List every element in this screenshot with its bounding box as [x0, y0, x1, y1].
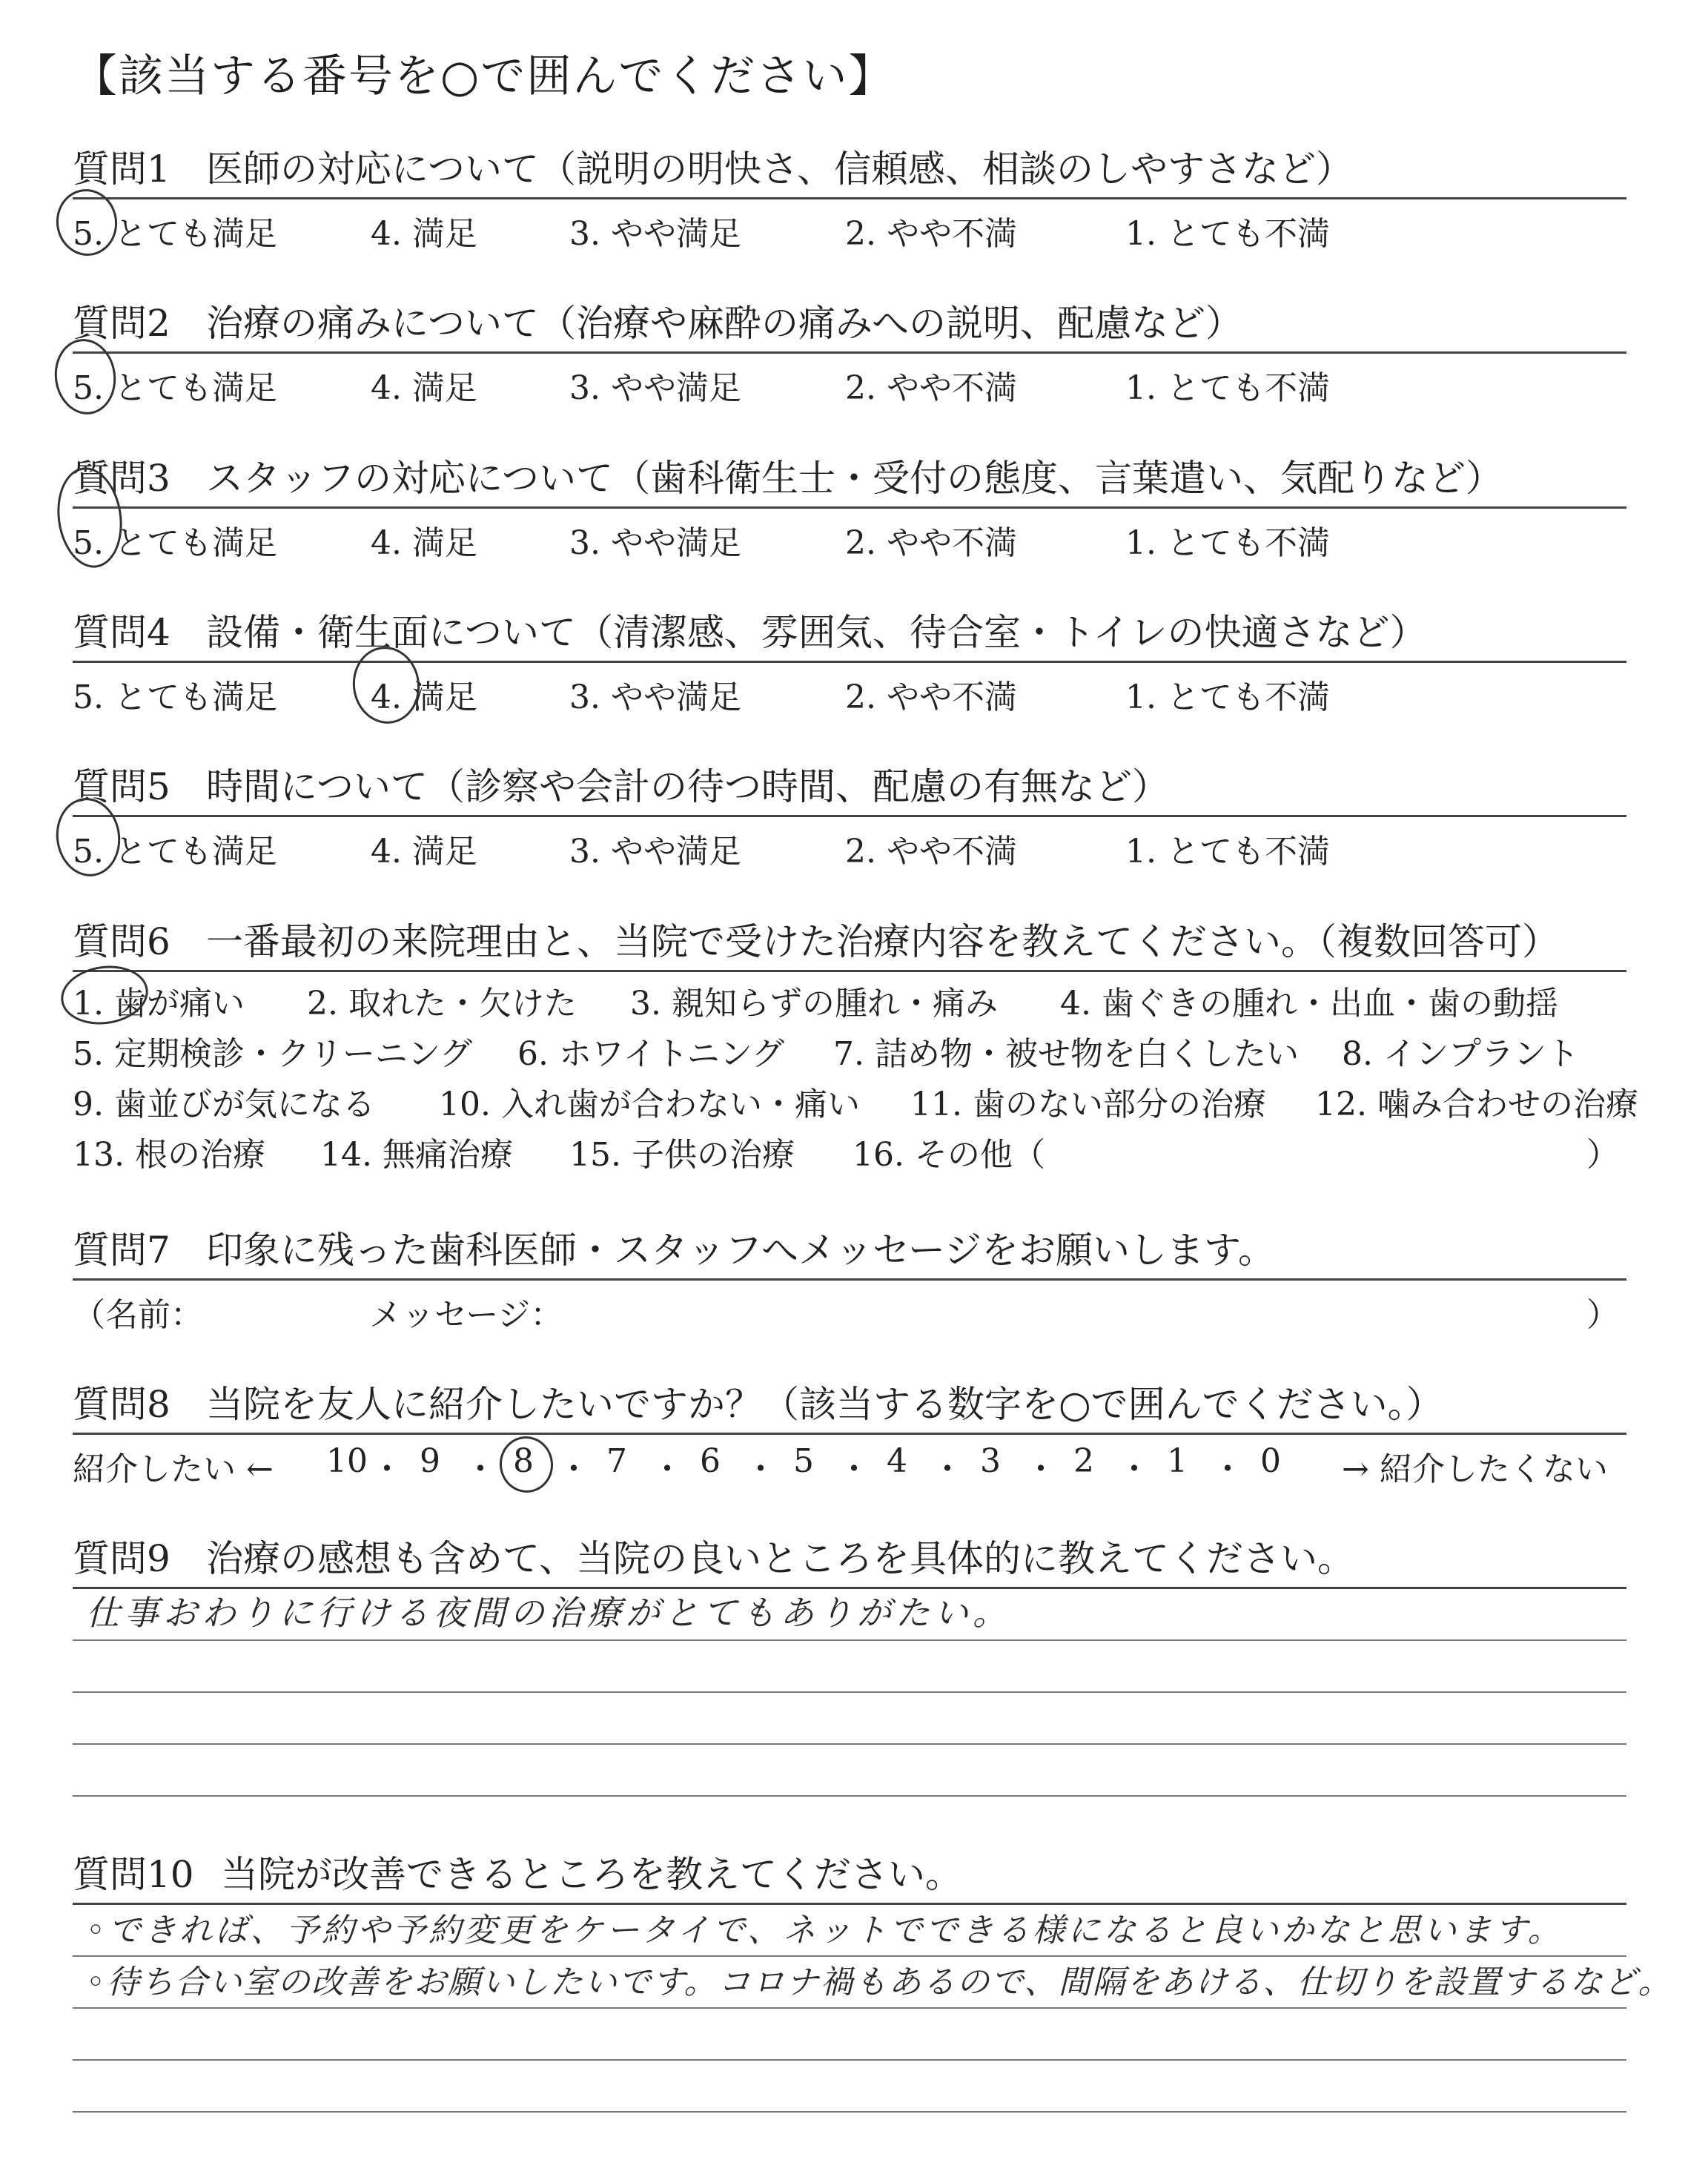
answer-line[interactable]: [73, 1589, 1626, 1641]
question-label: 質問10: [73, 1853, 194, 1896]
question-header: [73, 295, 1626, 354]
option-1[interactable]: 1. とても不満: [1125, 678, 1330, 716]
scale-value-9[interactable]: 9: [420, 1442, 440, 1480]
answer-line[interactable]: [73, 1745, 1626, 1797]
option-3[interactable]: 3. やや満足: [569, 215, 741, 253]
option-2[interactable]: 2. やや不満: [845, 678, 1017, 716]
question-label: 質問1: [73, 148, 171, 191]
question-text: 治療の痛みについて（治療や麻酔の痛みへの説明、配慮など）: [206, 302, 1242, 345]
question-8: [73, 1376, 1626, 1494]
close-paren: ）: [1586, 1296, 1619, 1334]
question-text: 印象に残った歯科医師・スタッフへメッセージをお願いします。: [206, 1229, 1275, 1272]
question-text: 当院を友人に紹介したいですか？（該当する数字を○で囲んでください。）: [206, 1383, 1443, 1426]
rating-options: [73, 509, 1626, 564]
option-1[interactable]: 1. 歯が痛い: [73, 985, 245, 1023]
question-5: [73, 759, 1626, 872]
question-2: [73, 295, 1626, 409]
scale-separator: ・: [464, 1450, 497, 1488]
option-4[interactable]: 4. 満足: [371, 369, 477, 407]
handwritten-answer: 仕事おわりに行ける夜間の治療がとてもありがたい。: [86, 1593, 1011, 1633]
form-title: 【該当する番号を○で囲んでください】: [73, 50, 895, 102]
question-text: 時間について（診察や会計の待つ時間、配慮の有無など）: [206, 765, 1169, 808]
scale-value-10[interactable]: 10: [326, 1442, 368, 1480]
option-5[interactable]: 5. とても満足: [73, 215, 277, 253]
question-text: スタッフの対応について（歯科衛生士・受付の態度、言葉遣い、気配りなど）: [206, 457, 1503, 500]
scale-value-7[interactable]: 7: [606, 1442, 627, 1480]
question-label: 質問5: [73, 765, 171, 808]
scale-separator: ・: [1025, 1450, 1057, 1488]
options-row: [73, 972, 1626, 1021]
question-10: [73, 1846, 1672, 2113]
option-5[interactable]: 5. とても満足: [73, 678, 277, 716]
scale-value-8[interactable]: 8: [513, 1442, 534, 1480]
question-4: [73, 604, 1626, 718]
option-1[interactable]: 1. とても不満: [1125, 833, 1330, 871]
rating-options: [73, 199, 1626, 254]
option-4[interactable]: 4. 満足: [371, 215, 477, 253]
option-5[interactable]: 5. 定期検診・クリーニング: [73, 1035, 473, 1073]
scale-separator: ・: [1118, 1450, 1151, 1488]
scale-separator: ・: [651, 1450, 683, 1488]
recommend-scale: [73, 1435, 1626, 1494]
option-3[interactable]: 3. やや満足: [569, 524, 741, 562]
option-1[interactable]: 1. とても不満: [1125, 215, 1330, 253]
question-9: [73, 1530, 1626, 1797]
option-3[interactable]: 3. やや満足: [569, 369, 741, 407]
option-2[interactable]: 2. やや不満: [845, 833, 1017, 871]
question-header: [73, 1530, 1626, 1589]
handwritten-answer: ◦待ち合い室の改善をお願いしたいです。コロナ禍もあるので、間隔をあける、仕切りを設置するなど。: [86, 1964, 1672, 2001]
scale-separator: ・: [371, 1450, 403, 1488]
option-8[interactable]: 8. インプラント: [1342, 1035, 1579, 1073]
option-1[interactable]: 1. とても不満: [1125, 524, 1330, 562]
option-9[interactable]: 9. 歯並びが気になる: [73, 1086, 375, 1123]
question-1: [73, 141, 1626, 254]
question-3: [73, 450, 1626, 564]
option-2[interactable]: 2. やや不満: [845, 369, 1017, 407]
answer-line[interactable]: [73, 1693, 1626, 1745]
option-5[interactable]: 5. とても満足: [73, 369, 277, 407]
option-4[interactable]: 4. 満足: [371, 833, 477, 871]
option-14[interactable]: 14. 無痛治療: [320, 1136, 513, 1174]
question-label: 質問7: [73, 1229, 171, 1272]
scale-value-1[interactable]: 1: [1167, 1442, 1188, 1480]
option-2[interactable]: 2. やや不満: [845, 215, 1017, 253]
question-text: 一番最初の来院理由と、当院で受けた治療内容を教えてください。（複数回答可）: [206, 920, 1559, 963]
answer-line[interactable]: [73, 1905, 1626, 1957]
option-2[interactable]: 2. やや不満: [845, 524, 1017, 562]
option-13[interactable]: 13. 根の治療: [73, 1136, 265, 1174]
question-text: 治療の感想も含めて、当院の良いところを具体的に教えてください。: [206, 1537, 1354, 1580]
rating-options: [73, 817, 1626, 872]
option-2[interactable]: 2. 取れた・欠けた: [307, 985, 577, 1023]
question-header: [73, 604, 1626, 663]
message-field[interactable]: [73, 1281, 1626, 1335]
question-header: [73, 1846, 1626, 1905]
question-label: 質問8: [73, 1383, 171, 1426]
option-11[interactable]: 11. 歯のない部分の治療: [910, 1086, 1266, 1123]
question-label: 質問3: [73, 457, 171, 500]
close-paren: ）: [1586, 1136, 1619, 1174]
scale-value-4[interactable]: 4: [887, 1442, 907, 1480]
question-6: [73, 914, 1638, 1180]
options-row: [73, 1123, 1626, 1172]
question-7: [73, 1222, 1626, 1335]
options-row: [73, 1073, 1638, 1123]
scale-separator: ・: [931, 1450, 964, 1488]
message-label: メッセージ：: [369, 1296, 563, 1334]
option-6[interactable]: 6. ホワイトニング: [517, 1035, 785, 1073]
rating-options: [73, 354, 1626, 409]
handwritten-answer: ◦できれば、予約や予約変更をケータイで、ネットでできる様になると良いかなと思います。: [86, 1912, 1563, 1949]
option-16[interactable]: 16. その他（: [853, 1136, 1045, 1174]
question-text: 医師の対応について（説明の明快さ、信頼感、相談のしやすさなど）: [206, 148, 1353, 191]
question-header: [73, 141, 1626, 199]
option-3[interactable]: 3. やや満足: [569, 678, 741, 716]
question-header: [73, 914, 1626, 972]
question-header: [73, 1222, 1626, 1281]
scale-separator: ・: [838, 1450, 870, 1488]
option-15[interactable]: 15. 子供の治療: [569, 1136, 795, 1174]
question-text: 設備・衛生面について（清潔感、雰囲気、待合室・トイレの快適さなど）: [206, 611, 1427, 654]
option-5[interactable]: 5. とても満足: [73, 524, 277, 562]
scale-value-0[interactable]: 0: [1260, 1442, 1281, 1480]
answer-line[interactable]: [73, 2009, 1626, 2061]
option-5[interactable]: 5. とても満足: [73, 833, 277, 871]
reason-options: [73, 972, 1638, 1180]
question-header: [73, 759, 1626, 817]
rating-options: [73, 663, 1626, 718]
option-12[interactable]: 12. 噛み合わせの治療: [1315, 1086, 1638, 1123]
question-label: 質問4: [73, 611, 171, 654]
question-header: [73, 1376, 1626, 1435]
question-header: [73, 450, 1626, 509]
option-4[interactable]: 4. 満足: [371, 678, 477, 716]
question-label: 質問2: [73, 302, 171, 345]
answer-line[interactable]: [73, 1957, 1672, 2009]
scale-value-5[interactable]: 5: [793, 1442, 814, 1480]
question-label: 質問9: [73, 1537, 171, 1580]
option-7[interactable]: 7. 詰め物・被せ物を白くしたい: [833, 1035, 1299, 1073]
option-3[interactable]: 3. やや満足: [569, 833, 741, 871]
scale-value-6[interactable]: 6: [700, 1442, 721, 1480]
options-row: [73, 1023, 1626, 1071]
question-text: 当院が改善できるところを教えてください。: [221, 1853, 962, 1896]
scale-value-2[interactable]: 2: [1073, 1442, 1094, 1480]
scale-separator: ・: [744, 1450, 777, 1488]
scale-right-label: → 紹介したくない: [1342, 1450, 1608, 1488]
scale-separator: ・: [557, 1450, 590, 1488]
option-3[interactable]: 3. 親知らずの腫れ・痛み: [630, 985, 998, 1023]
question-label: 質問6: [73, 920, 171, 963]
scale-value-3[interactable]: 3: [980, 1442, 1001, 1480]
name-label: （名前：: [73, 1296, 203, 1334]
option-10[interactable]: 10. 入れ歯が合わない・痛い: [439, 1086, 860, 1123]
scale-left-label: 紹介したい ←: [73, 1450, 274, 1488]
scale-separator: ・: [1211, 1450, 1244, 1488]
answer-line[interactable]: [73, 1641, 1626, 1693]
option-1[interactable]: 1. とても不満: [1125, 369, 1330, 407]
option-4[interactable]: 4. 満足: [371, 524, 477, 562]
option-4[interactable]: 4. 歯ぐきの腫れ・出血・歯の動揺: [1060, 985, 1558, 1023]
answer-line[interactable]: [73, 2061, 1626, 2113]
